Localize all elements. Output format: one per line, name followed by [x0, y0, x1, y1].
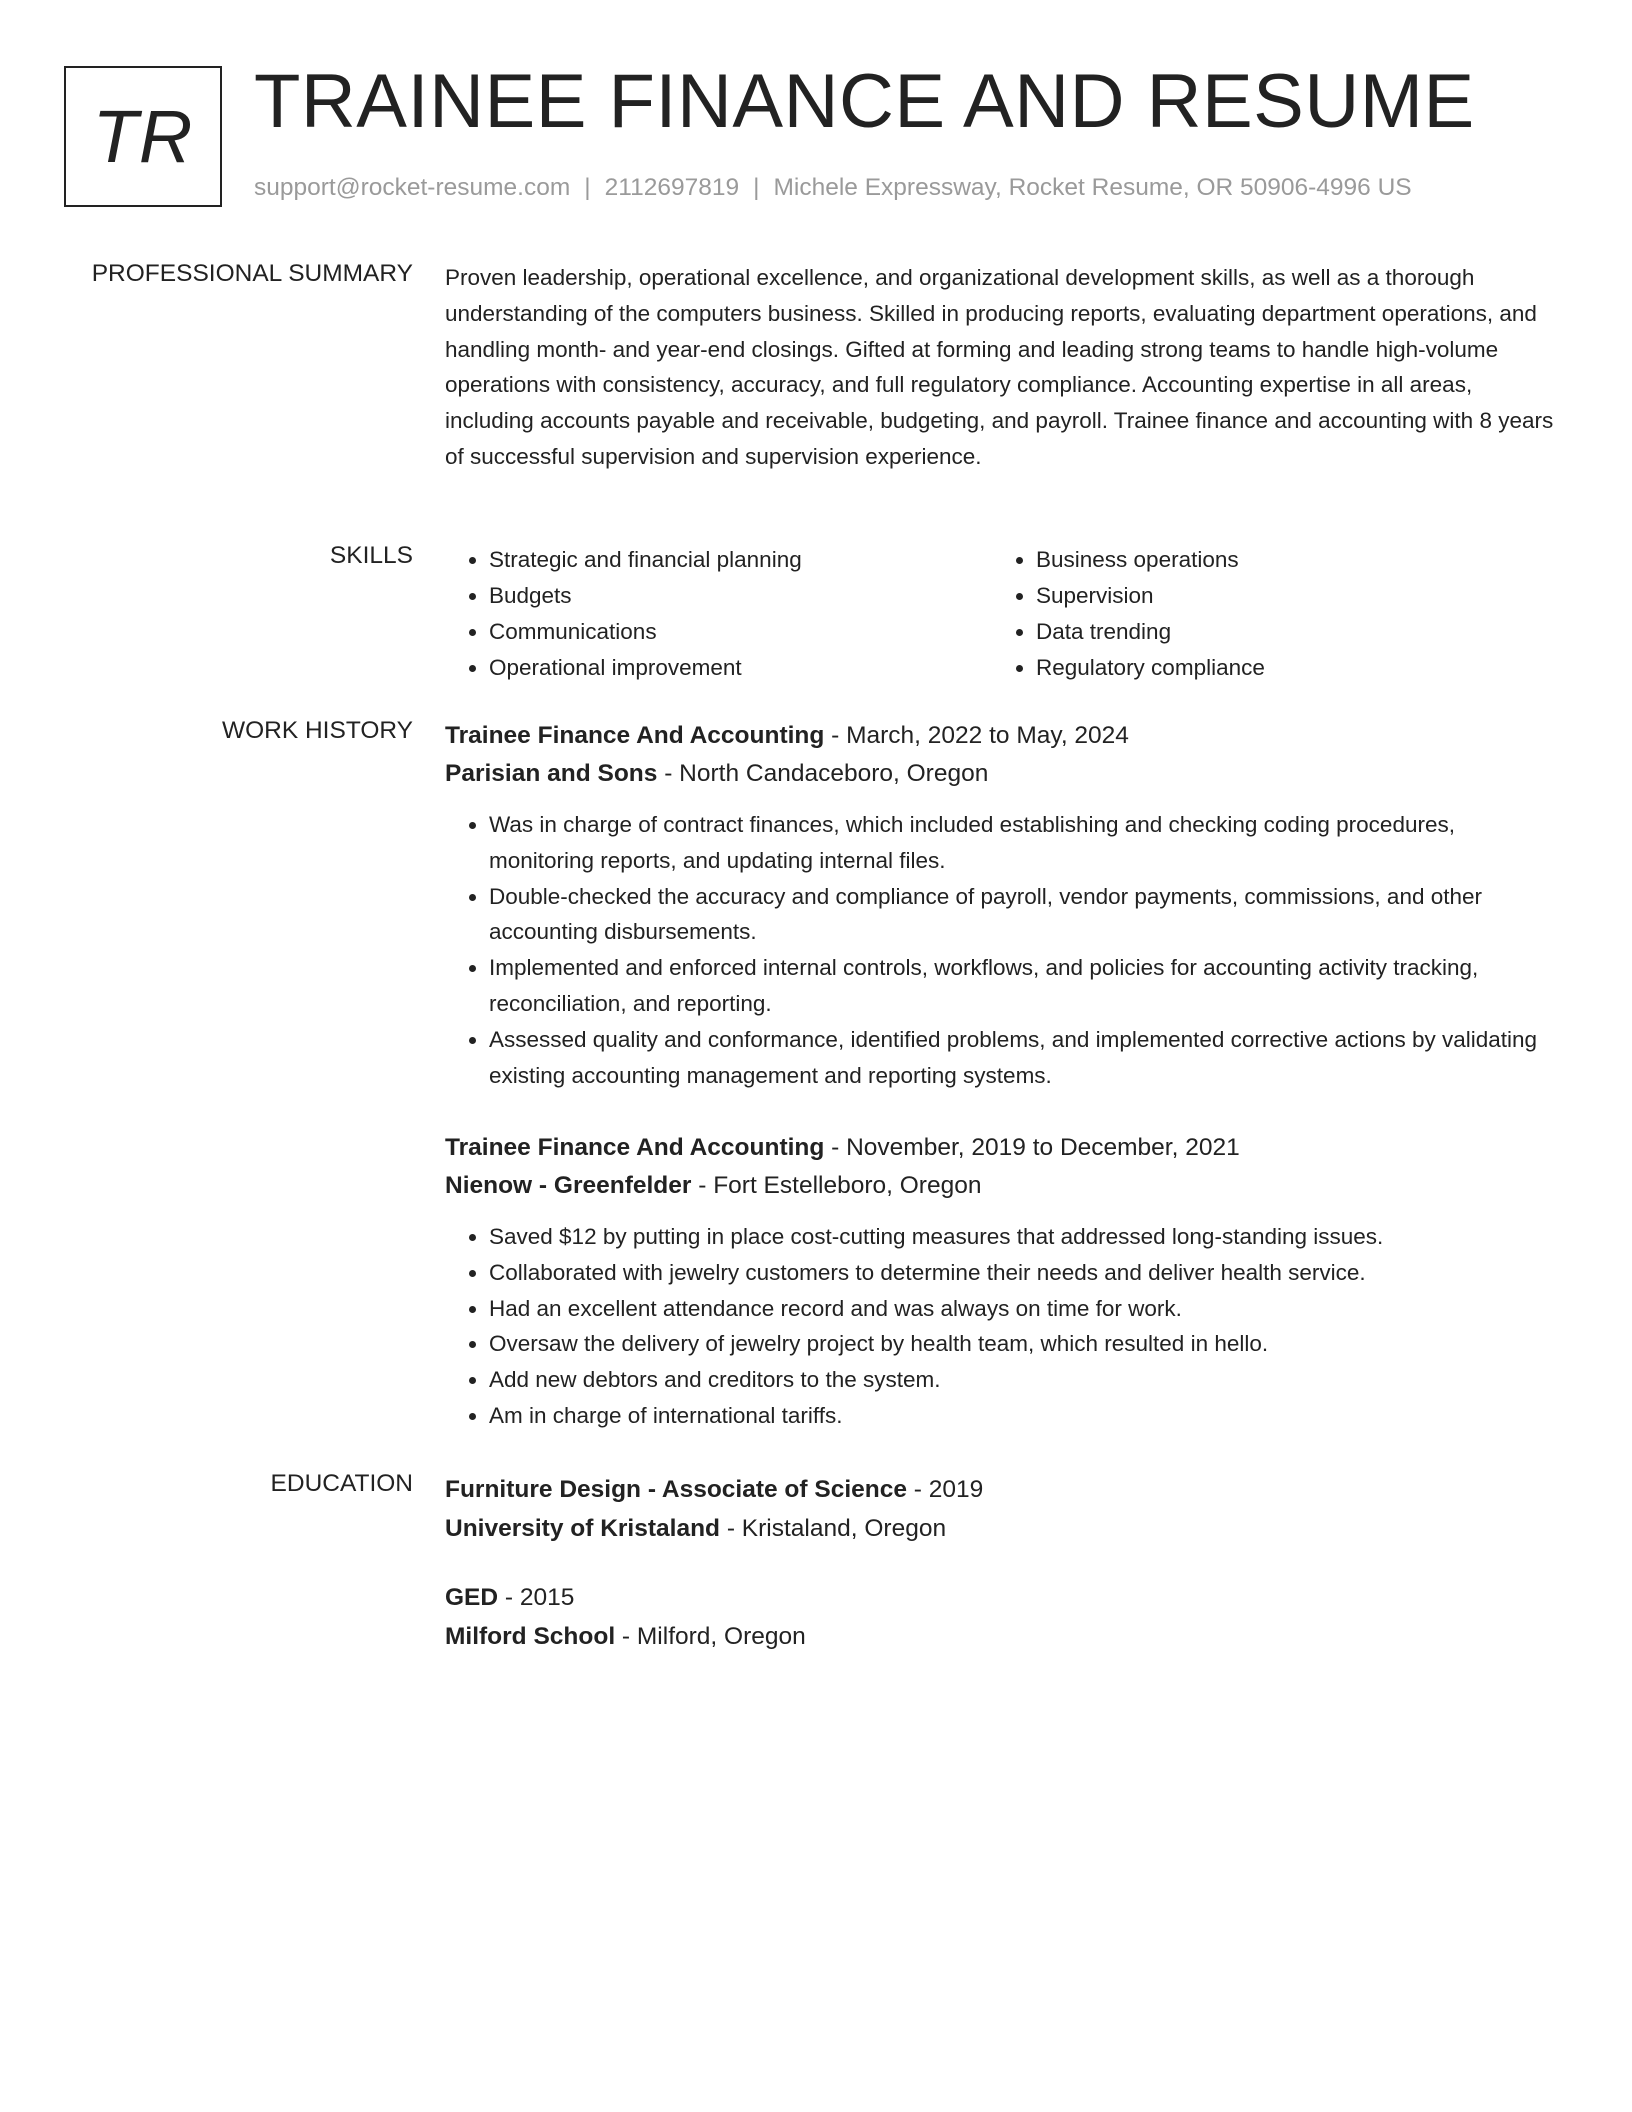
job-bullet: • Assessed quality and conformance, identified problems, and implemented corrective actions by validating existing accounting management and reporting systems. — [489, 1022, 1557, 1094]
contact-phone: 2112697819 — [604, 174, 740, 201]
skill-item: • Business operations — [1036, 542, 1539, 578]
monogram-logo: TR — [64, 66, 222, 207]
work-history-heading: WORK HISTORY — [221, 717, 413, 744]
job-company-line — [445, 1167, 1557, 1205]
job-dates: - March, 2022 to May, 2024 — [824, 722, 1129, 749]
contact-email: support@rocket-resume.com — [254, 174, 571, 201]
job-bullets — [445, 1219, 1557, 1434]
candidate-name: TRAINEE FINANCE AND RESUME — [254, 59, 1475, 144]
skill-item: • Communications — [489, 614, 992, 650]
skills-list — [445, 542, 1557, 686]
education-school-line — [445, 1617, 1557, 1656]
job-bullet: • Had an excellent attendance record and was always on time for work. — [489, 1291, 1557, 1327]
education-entry — [445, 1578, 1557, 1656]
job-bullet: • Am in charge of international tariffs. — [489, 1398, 1557, 1434]
job-title-line — [445, 1129, 1557, 1167]
summary-heading: PROFESSIONAL SUMMARY — [91, 260, 413, 287]
contact-address: Michele Expressway, Rocket Resume, OR 50906-4996 US — [773, 174, 1412, 201]
skill-item: • Regulatory compliance — [1036, 650, 1539, 686]
job-dates: - November, 2019 to December, 2021 — [824, 1134, 1240, 1161]
job-bullets — [445, 807, 1557, 1093]
job-bullet: • Oversaw the delivery of jewelry project by health team, which resulted in hello. — [489, 1326, 1557, 1362]
education-degree: Furniture Design - Associate of Science — [445, 1476, 907, 1503]
education-title-line — [445, 1470, 1557, 1509]
skill-item: • Supervision — [1036, 578, 1539, 614]
job-company: Parisian and Sons — [445, 760, 658, 787]
education-title-line — [445, 1578, 1557, 1617]
job-bullet: • Add new debtors and creditors to the system. — [489, 1362, 1557, 1398]
skill-item: • Strategic and financial planning — [489, 542, 992, 578]
education-year: - 2019 — [906, 1476, 984, 1503]
education-school: University of Kristaland — [445, 1515, 721, 1542]
job-title-line — [445, 717, 1557, 755]
job-bullet: • Implemented and enforced internal controls, workflows, and policies for accounting activity tracking, reconciliation, and reporting. — [489, 950, 1557, 1022]
job-entry — [445, 1129, 1557, 1434]
contact-line — [254, 174, 1412, 202]
education-location: - Milford, Oregon — [615, 1623, 806, 1650]
contact-separator: | — [584, 174, 591, 201]
education-year: - 2015 — [498, 1584, 575, 1611]
skills-heading: SKILLS — [329, 542, 413, 569]
job-company: Nienow - Greenfelder — [445, 1172, 692, 1199]
job-bullet: • Collaborated with jewelry customers to determine their needs and deliver health service. — [489, 1255, 1557, 1291]
job-bullet: • Was in charge of contract finances, which included establishing and checking coding procedures, monitoring reports, and updating internal files. — [489, 807, 1557, 879]
job-entry — [445, 717, 1557, 1093]
summary-text: Proven leadership, operational excellence, and organizational development skills, as well as a thorough understanding of the computers business. Skilled in producing reports, evaluating department operations, and handling month- and year-end closings. Gifted at forming and leading strong teams to handle high-volume operations with consistency, accuracy, and full regulatory compliance. Accounting expertise in all areas, including accounts payable and receivable, budgeting, and payroll. Trainee finance and accounting with 8 years of successful supervision and supervision experience. — [445, 265, 1554, 469]
education-school: Milford School — [445, 1623, 616, 1650]
education-school-line — [445, 1509, 1557, 1548]
job-title: Trainee Finance And Accounting — [445, 1134, 825, 1161]
job-location: - North Candaceboro, Oregon — [657, 760, 989, 787]
job-bullet: • Double-checked the accuracy and compliance of payroll, vendor payments, commissions, and other accounting disbursements. — [489, 879, 1557, 951]
skill-item: • Budgets — [489, 578, 992, 614]
job-bullet: • Saved $12 by putting in place cost-cutting measures that addressed long-standing issues. — [489, 1219, 1557, 1255]
job-company-line — [445, 755, 1557, 793]
skills-column-right — [992, 542, 1539, 686]
contact-separator: | — [753, 174, 760, 201]
education-degree: GED — [445, 1584, 499, 1611]
skill-item: • Operational improvement — [489, 650, 992, 686]
skills-column-left — [445, 542, 992, 686]
education-entry — [445, 1470, 1557, 1548]
education-heading: EDUCATION — [270, 1470, 413, 1497]
skill-item: • Data trending — [1036, 614, 1539, 650]
education-location: - Kristaland, Oregon — [720, 1515, 947, 1542]
job-title: Trainee Finance And Accounting — [445, 722, 825, 749]
job-location: - Fort Estelleboro, Oregon — [691, 1172, 982, 1199]
